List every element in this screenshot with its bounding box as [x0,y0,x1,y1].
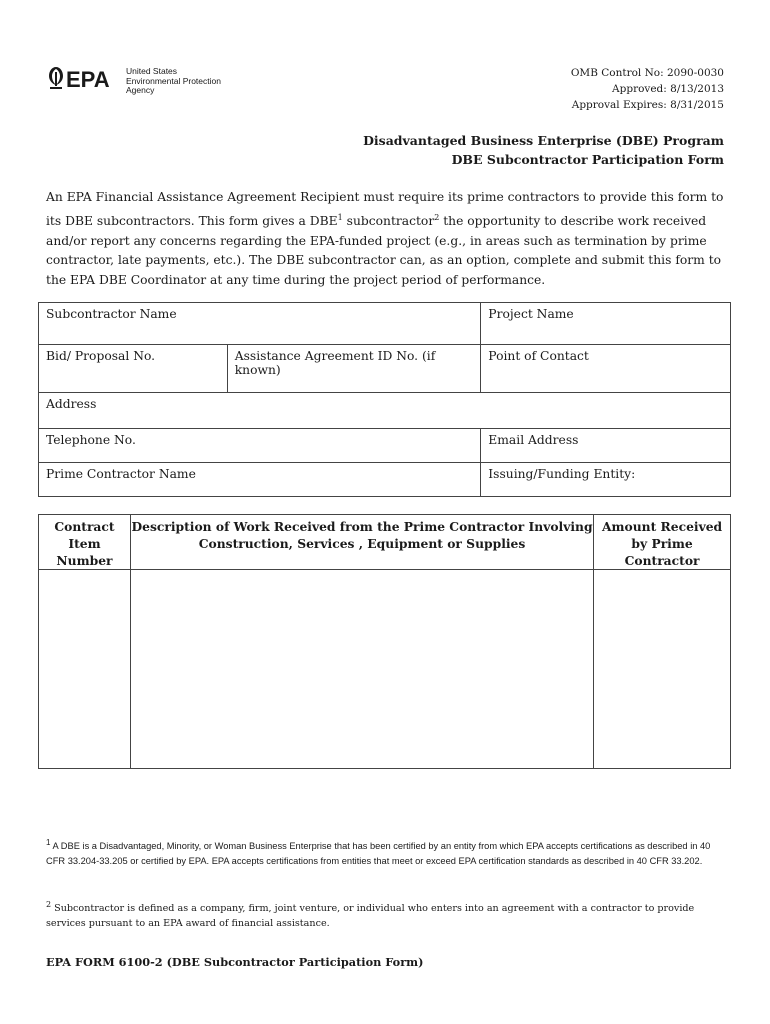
amount-received-cell[interactable] [594,570,731,769]
telephone-field[interactable]: Telephone No. [39,429,481,463]
contract-item-number-header: Contract Item Number [39,515,131,570]
epa-logo-mark [46,64,126,94]
issuing-entity-field[interactable]: Issuing/Funding Entity: [481,463,731,497]
prime-contractor-field[interactable]: Prime Contractor Name [39,463,481,497]
approval-expires: Approval Expires: 8/31/2015 [571,99,724,111]
form-title [363,131,724,169]
svg-text:EPA: EPA [66,67,110,92]
bid-proposal-field[interactable]: Bid/ Proposal No. [39,345,228,393]
footnote-1: $^1$ A DBE is a Disadvantaged, Minority, or Woman Business Enterprise that has been certified by an entity from which EPA accepts certifications as described in 40 CFR 33.204-33.205 or certified by EPA. EPA accepts certifications from entities that meet or exceed EPA certification standards as described in 40 CFR 33.202. [46,838,711,866]
address-field[interactable]: Address [39,393,731,429]
contract-item-number-cell[interactable] [39,570,131,769]
amount-received-header: Amount Received by Prime Contractor [594,515,731,570]
intro-paragraph: An EPA Financial Assistance Agreement Recipient must require its prime contractors to provide this form to its DBE subcontractors. This form gives a DBE$^1$ subcontractor$^2$ the opportunity to describe work received and/or report any concerns regarding the EPA-funded project (e.g., in areas such as termination by prime contractor, late payments, etc.). The DBE subcontractor can, as an option, complete and submit this form to the EPA DBE Coordinator at any time during the project period of performance. [46,190,724,288]
omb-control-number: OMB Control No: 2090-0030 [570,67,724,79]
work-description-cell[interactable] [130,570,593,769]
agency-name: United States Environmental Protection Agency [126,66,221,95]
project-name-field[interactable]: Project Name [481,303,731,345]
work-received-table [38,514,731,769]
program-title: Disadvantaged Business Enterprise (DBE) Program [363,133,724,148]
form-subtitle: DBE Subcontractor Participation Form [451,152,724,167]
omb-control-info [571,65,724,113]
approved-date: Approved: 8/13/2013 [612,83,724,95]
point-of-contact-field[interactable]: Point of Contact [481,345,731,393]
email-field[interactable]: Email Address [481,429,731,463]
form-number: EPA FORM 6100-2 (DBE Subcontractor Participation Form) [46,955,424,969]
assistance-agreement-field[interactable]: Assistance Agreement ID No. (if known) [227,345,481,393]
subcontractor-info-table [38,302,731,497]
work-description-header: Description of Work Received from the Prime Contractor Involving Construction, Services , Equipment or Supplies [130,515,593,570]
subcontractor-name-field[interactable]: Subcontractor Name [39,303,481,345]
footnote-2: $^2$ Subcontractor is defined as a company, firm, joint venture, or individual who enters into an agreement with a contractor to provide services pursuant to an EPA award of financial assistance. [46,900,695,929]
